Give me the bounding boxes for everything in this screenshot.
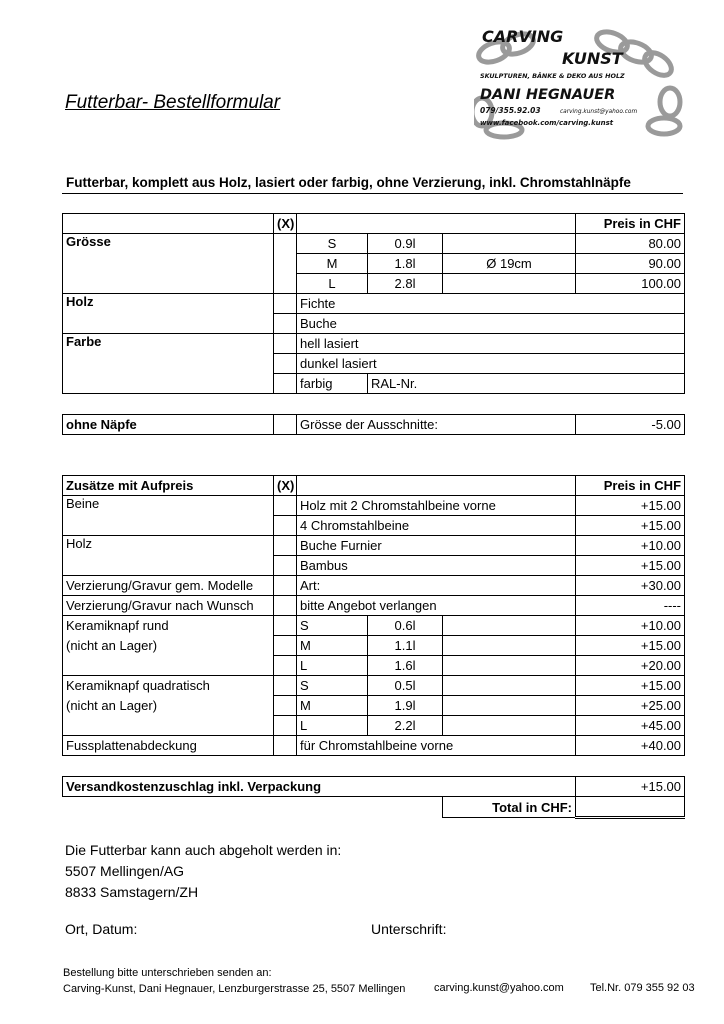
pickup-location-samstagern: 8833 Samstagern/ZH [65,884,199,900]
size-price: 90.00 [576,254,685,274]
ohne-naepfe-label: ohne Näpfe [63,415,274,435]
size-row [63,234,685,254]
versand-label: Versandkostenzuschlag inkl. Verpackung [63,777,576,797]
pickup-location-mellingen: 5507 Mellingen/AG [65,863,185,879]
price-column-header: Preis in CHF [576,476,685,496]
keramik-volume: 1.9l [368,696,443,716]
fussplatte-label: Fussplattenabdeckung [63,736,274,756]
keramik-volume: 0.5l [368,676,443,696]
ort-datum-label: Ort, Datum: [65,921,138,937]
ohne-naepfe-desc[interactable]: Grösse der Ausschnitte: [297,415,576,435]
keramik-rund-checkbox[interactable] [274,656,297,676]
beine-desc: Holz mit 2 Chromstahlbeine vorne [297,496,576,516]
keramik-size: S [297,616,368,636]
total-row [63,797,685,818]
keramik-rund-title: Keramiknapf rund [66,618,169,633]
verzierung-modelle-desc[interactable]: Art: [297,576,576,596]
holz-label: Holz [63,294,274,334]
logo-line-carving: CARVING [482,27,564,46]
keramik-price: +25.00 [576,696,685,716]
farbe-checkbox[interactable] [274,334,297,354]
verzierung-modelle-label: Verzierung/Gravur gem. Modelle [63,576,274,596]
farbig-label: farbig [297,374,368,394]
fussplatte-price: +40.00 [576,736,685,756]
x-column-header: (X) [274,214,297,234]
verzierung-modelle-row [63,576,685,596]
farbe-label: Farbe [63,334,274,394]
keramik-quad-checkbox[interactable] [274,696,297,716]
size-letter: S [297,234,368,254]
keramik-price: +45.00 [576,716,685,736]
verzierung-modelle-price: +30.00 [576,576,685,596]
keramik-size: S [297,676,368,696]
holz-checkbox[interactable] [274,314,297,334]
farbe-option: hell lasiert [297,334,685,354]
logo-line-kunst: KUNST [562,49,623,68]
logo-tagline: SKULPTUREN, BÄNKE & DEKO AUS HOLZ [480,72,625,80]
keramik-price: +15.00 [576,636,685,656]
keramik-quad-label [63,676,274,736]
fussplatte-checkbox[interactable] [274,736,297,756]
keramik-price: +20.00 [576,656,685,676]
keramik-price: +15.00 [576,676,685,696]
table-header-row [63,214,685,234]
zusatz-holz-checkbox[interactable] [274,536,297,556]
zusaetze-table [62,475,685,756]
product-table [62,213,685,394]
keramik-volume: 0.6l [368,616,443,636]
unterschrift-label: Unterschrift: [371,921,447,937]
size-extra [443,274,576,294]
keramik-quad-checkbox[interactable] [274,676,297,696]
keramik-size: M [297,696,368,716]
logo-phone: 079/355.92.03 [480,106,541,115]
farbe-row [63,334,685,354]
verzierung-wunsch-row [63,596,685,616]
size-letter: M [297,254,368,274]
keramik-rund-checkbox[interactable] [274,636,297,656]
logo-name: DANI HEGNAUER [480,87,616,103]
size-letter: L [297,274,368,294]
keramik-volume: 1.6l [368,656,443,676]
logo-email: carving.kunst@yahoo.com [560,109,638,115]
groesse-label: Grösse [63,234,274,294]
beine-price: +15.00 [576,496,685,516]
beine-label: Beine [63,496,274,536]
farbe-checkbox[interactable] [274,354,297,374]
holz-option: Buche [297,314,685,334]
keramik-rund-note: (nicht an Lager) [66,638,158,653]
beine-price: +15.00 [576,516,685,536]
ohne-naepfe-table [62,414,685,435]
pickup-info [65,840,341,903]
ohne-naepfe-checkbox[interactable] [274,415,297,435]
holz-row [63,294,685,314]
verzierung-wunsch-desc: bitte Angebot verlangen [297,596,576,616]
fussplatte-row [63,736,685,756]
pickup-intro: Die Futterbar kann auch abgeholt werden in: [65,842,342,858]
versand-table [62,776,685,819]
keramik-quad-title: Keramiknapf quadratisch [66,678,210,693]
keramik-rund-label [63,616,274,676]
fussplatte-desc: für Chromstahlbeine vorne [297,736,576,756]
keramik-volume: 1.1l [368,636,443,656]
versand-row [63,777,685,797]
zusatz-holz-price: +10.00 [576,536,685,556]
ohne-naepfe-price: -5.00 [576,415,685,435]
header-blank [63,214,274,234]
price-column-header: Preis in CHF [576,214,685,234]
subtitle-divider [62,193,683,194]
size-volume: 0.9l [368,234,443,254]
verzierung-wunsch-label: Verzierung/Gravur nach Wunsch [63,596,274,616]
size-extra: Ø 19cm [443,254,576,274]
keramik-volume: 2.2l [368,716,443,736]
product-subtitle: Futterbar, komplett aus Holz, lasiert oder farbig, ohne Verzierung, inkl. Chromstahlnäpfe [66,175,631,190]
keramik-quad-note: (nicht an Lager) [66,698,158,713]
ohne-naepfe-row [63,415,685,435]
size-volume: 2.8l [368,274,443,294]
ral-field[interactable]: RAL-Nr. [368,374,685,394]
size-volume: 1.8l [368,254,443,274]
zusatz-holz-row [63,536,685,556]
zusatz-holz-desc: Bambus [297,556,576,576]
beine-checkbox[interactable] [274,516,297,536]
verzierung-wunsch-checkbox[interactable] [274,596,297,616]
total-label: Total in CHF: [443,797,576,818]
keramik-quad-checkbox[interactable] [274,716,297,736]
zusatz-holz-price: +15.00 [576,556,685,576]
footer-email: carving.kunst@yahoo.com [434,982,564,994]
size-price: 80.00 [576,234,685,254]
size-extra [443,234,576,254]
footer-address: Carving-Kunst, Dani Hegnauer, Lenzburgerstrasse 25, 5507 Mellingen [63,983,406,995]
verzierung-modelle-checkbox[interactable] [274,576,297,596]
versand-price: +15.00 [576,777,685,797]
beine-desc: 4 Chromstahlbeine [297,516,576,536]
logo-web: www.facebook.com/carving.kunst [480,119,614,127]
holz-checkbox[interactable] [274,294,297,314]
zusatz-holz-desc: Buche Furnier [297,536,576,556]
footer-instruction: Bestellung bitte unterschrieben senden an: [63,967,272,979]
keramik-size: M [297,636,368,656]
verzierung-wunsch-price: ---- [576,596,685,616]
holz-option: Fichte [297,294,685,314]
size-price: 100.00 [576,274,685,294]
zusatz-holz-checkbox[interactable] [274,556,297,576]
zusaetze-header: Zusätze mit Aufpreis [63,476,274,496]
keramik-size: L [297,656,368,676]
total-field[interactable] [576,797,685,818]
x-column-header: (X) [274,476,297,496]
size-checkbox[interactable] [274,234,297,294]
beine-checkbox[interactable] [274,496,297,516]
zusaetze-header-row [63,476,685,496]
keramik-rund-row [63,616,685,636]
keramik-quad-row [63,676,685,696]
page-title: Futterbar- Bestellformular [65,92,281,113]
footer-phone: Tel.Nr. 079 355 92 03 [590,982,695,994]
keramik-rund-checkbox[interactable] [274,616,297,636]
farbe-option: dunkel lasiert [297,354,685,374]
beine-row [63,496,685,516]
keramik-size: L [297,716,368,736]
zusatz-holz-label: Holz [63,536,274,576]
keramik-price: +10.00 [576,616,685,636]
farbe-checkbox[interactable] [274,374,297,394]
carving-kunst-logo [474,22,684,140]
